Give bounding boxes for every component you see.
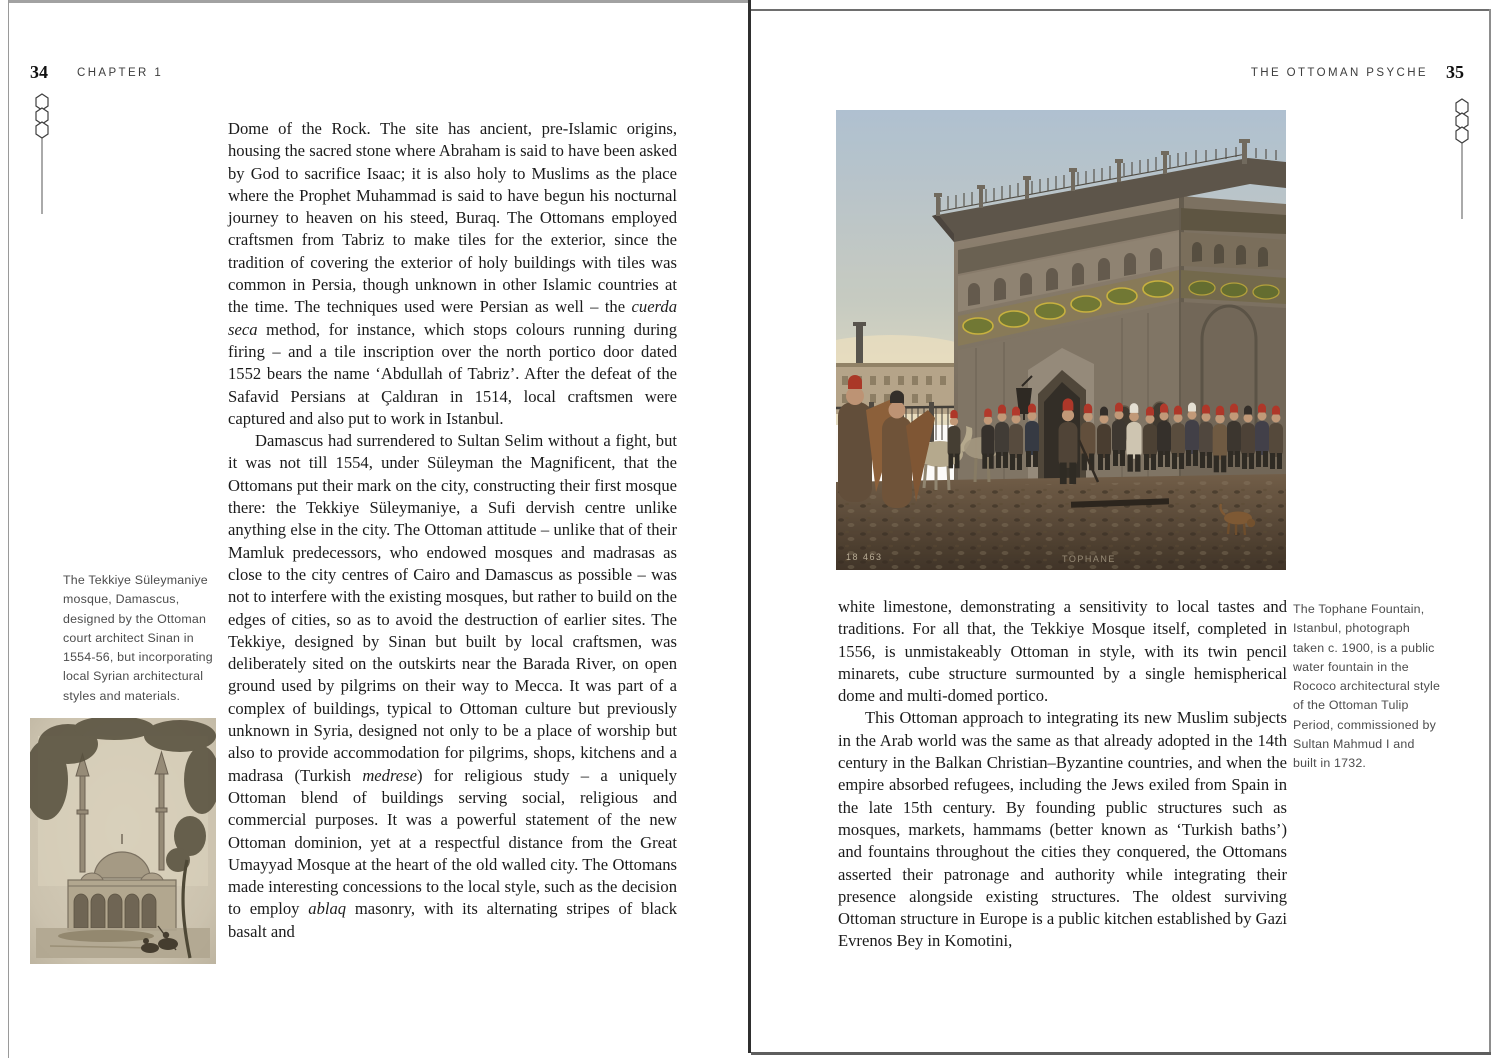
left-page-body-text: [228, 118, 677, 943]
right-page-edge: [1489, 9, 1491, 1055]
right-running-head: THE OTTOMAN PSYCHE: [1250, 67, 1428, 79]
paragraph: This Ottoman approach to integrating its new Muslim subjects in the Arab world was the same as that already adopted in the 14th century in the Balkan Christian–Byzantine countries, and when the empire absorbed refugees, including the Jews exiled from Spain in the late 15th century. By founding public structures such as mosques, markets, hammams (better known as ‘Turkish baths’) and fountains throughout the cities they conquered, the Ottomans asserted their patronage and authority while integrating their presence alongside existing structures. The oldest surviving Ottoman structure in Europe is a public kitchen established by Gazi Evrenos Bey in Komotini,: [838, 708, 1287, 951]
right-margin-caption: The Tophane Fountain, Istanbul, photograph taken c. 1900, is a public water fountain in the Rococo architectural style of the Ottoman Tulip Period, commissioned by Sultan Mahmud I and built in 1732.: [1293, 602, 1441, 771]
right-page-number: 35: [1446, 62, 1464, 82]
paragraph-continued: white limestone, demonstrating a sensitivity to local tastes and traditions. For all that, the Tekkiye Mosque itself, completed in 1556, is unmistakeably Ottoman in style, with its twin pencil minarets, cube structure surmounted by a single hemispherical dome and multi-domed portico.: [838, 597, 1287, 706]
photo-title-text: TOPHANE: [1062, 554, 1116, 564]
left-page-number: 34: [30, 62, 48, 82]
page-top-edge: [8, 0, 749, 3]
mosque-portico: [68, 880, 176, 930]
right-page-bottom-edge: [751, 1052, 1491, 1055]
left-chapter-ornament-icon: [33, 92, 51, 216]
right-chapter-ornament-icon: [1453, 97, 1471, 221]
paragraph-continued: Dome of the Rock. The site has ancient, pre-Islamic origins, housing the sacred stone where Abraham is said to have been asked by God to sacrifice Isaac; it is also holy to Muslims as the place where the Prophet Muhammad is said to have begun his nocturnal journey to heaven on his steed, Buraq. The Ottomans employed craftsmen from Tabriz to make tiles for the exterior, since the tradition of covering the exterior of holy buildings with tiles was common in Persia, though unknown in other Islamic countries at the time. The techniques used were Persian as well – the cuerda seca method, for instance, which stops colours running during firing – and a tile inscription over the north portico door dated 1552 bears the name ‘Abdullah of Tabriz’. After the defeat of the Safavid Persians at Çaldıran in 1514, local craftsmen were captured and also put to work in Istanbul.: [228, 119, 677, 428]
photo-catalog-number: 18 463: [846, 552, 883, 562]
left-page-edge: [8, 0, 9, 1058]
left-running-head: CHAPTER 1: [77, 67, 164, 79]
tekkiye-mosque-engraving: [30, 718, 216, 964]
left-margin-caption: The Tekkiye Süleymaniye mosque, Damascus, designed by the Ottoman court architect Sinan in 1554-56, but incorporating local Syrian architectural styles and materials.: [63, 573, 213, 703]
paragraph: Damascus had surrendered to Sultan Selim without a fight, but it was not till 1554, under Süleyman the Magnificent, that the Ottomans put their mark on the city, constructing their first mosque there: the Tekkiye Süleymaniye, a Sufi dervish centre unlike anything else in the city. The Ottoman attitude – unlike that of their Mamluk predecessors, who endowed mosques and madrasas as close to the city centres of Cairo and Damascus as possible – was not to interfere with the existing mosques, but rather to build on the edges of cities, so as to avoid the destruction of earlier sites. The Tekkiye, designed by Sinan but built by local craftsmen, was deliberately sited on the outskirts near the Barada River, on open ground used by pilgrims on their way to Mecca. It was part of a complex of buildings, typical to Ottoman culture but previously unknown in Syria, designed not only to be a place of worship but also to provide accommodation for pilgrims, shops, kitchens and a madrasa (Turkish medrese) for religious study – a uniquely Ottoman blend of buildings serving social, religious and commercial purposes. It was a powerful statement of the new Ottoman dominion, yet at a respectful distance from the Great Umayyad Mosque at the heart of the old walled city. The Ottomans made interesting concessions to the local style, such as the decision to employ ablaq masonry, with its alternating stripes of black basalt and: [228, 431, 678, 941]
page-gutter: [748, 0, 751, 1053]
right-page-body-text: [838, 596, 1287, 953]
right-page-top-edge: [751, 9, 1491, 11]
tophane-fountain-photo: [836, 110, 1286, 570]
